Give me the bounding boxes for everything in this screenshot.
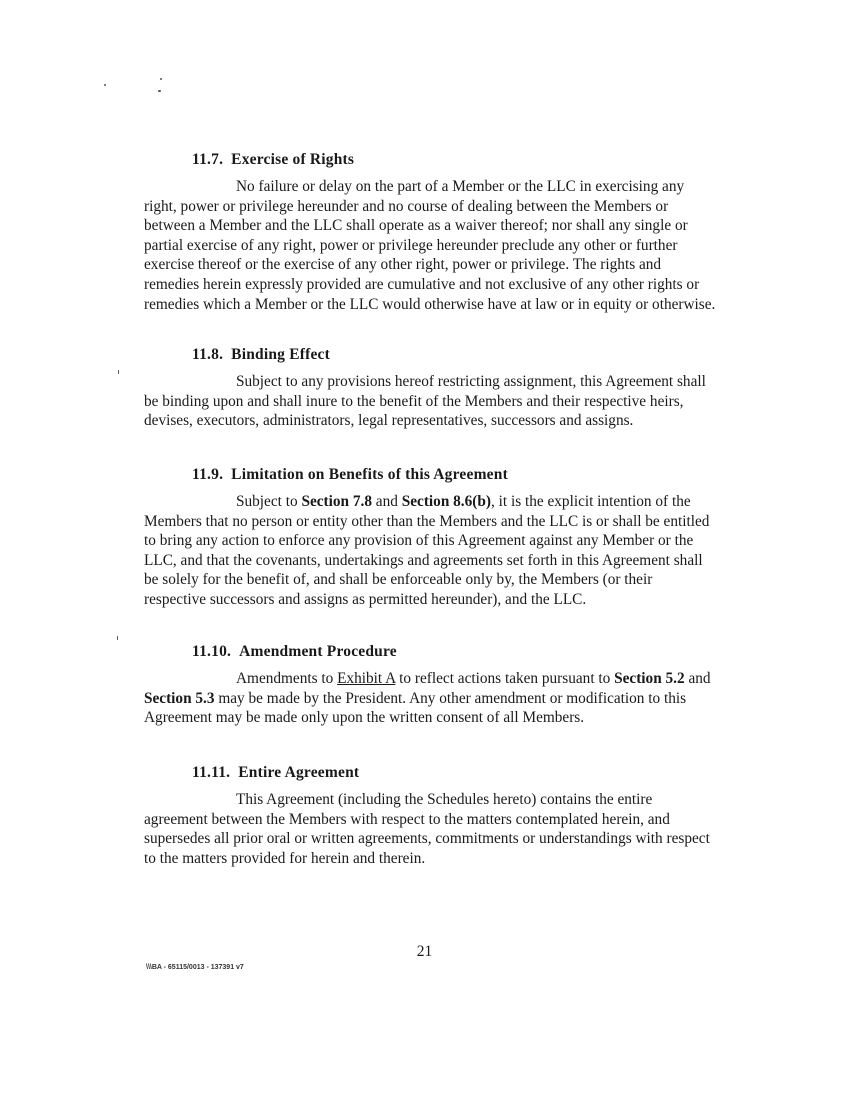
body-text: to reflect actions taken pursuant to xyxy=(395,670,615,687)
section-reference: Section 5.3 xyxy=(144,689,215,707)
section-11-10 xyxy=(144,643,716,728)
body-text: and xyxy=(371,493,402,510)
page-number: 21 xyxy=(416,943,433,960)
section-number: 11.7. xyxy=(192,151,224,168)
section-number: 11.8. xyxy=(192,346,224,363)
section-body: This Agreement (including the Schedules hereto) contains the entire agreement between the Members with respect to the matters contemplated herein, and supersedes all prior oral or written agreements, commitments or understandings with respect to the matters provided for herein and therein. xyxy=(144,791,710,867)
section-heading xyxy=(192,643,716,661)
section-body: Subject to any provisions hereof restricting assignment, this Agreement shall be binding upon and shall inure to the benefit of the Members and their respective heirs, devises, executors, administrators, legal representatives, successors and assigns. xyxy=(144,373,706,430)
exhibit-reference: Exhibit A xyxy=(337,670,396,687)
section-reference: Section 7.8 xyxy=(301,493,372,510)
scan-speck xyxy=(160,78,162,80)
section-heading xyxy=(192,466,716,484)
section-title: Binding Effect xyxy=(231,346,330,363)
section-number: 11.9. xyxy=(192,466,224,483)
body-text: Amendments to xyxy=(236,670,338,687)
section-body xyxy=(144,492,716,610)
body-text: may be made by the President. Any other amendment or modification to this Agreement may be made only upon the written consent of all Members. xyxy=(144,689,687,727)
scan-speck xyxy=(158,90,161,92)
section-11-7 xyxy=(144,151,716,314)
section-heading xyxy=(192,764,716,782)
section-11-8 xyxy=(144,346,716,431)
scan-speck xyxy=(117,636,118,640)
document-id-footer: \\\BA - 65115/0013 - 137391 v7 xyxy=(146,964,244,971)
section-heading xyxy=(192,151,716,169)
section-heading xyxy=(192,346,716,364)
section-title: Limitation on Benefits of this Agreement xyxy=(231,466,508,483)
body-text: and xyxy=(684,670,711,687)
section-title: Entire Agreement xyxy=(238,764,360,781)
section-number: 11.11. xyxy=(192,764,231,781)
section-11-11 xyxy=(144,764,716,868)
section-title: Amendment Procedure xyxy=(239,643,397,660)
section-reference: Section 5.2 xyxy=(614,670,685,687)
body-text: , it is the explicit intention of the Members that no person or entity other than the Members and the LLC is or shall be entitled to bring any action to enforce any provision of this Agreement against any Member or the LLC, and that the covenants, undertakings and agreements set forth in this Agreement shall be solely for the benefit of, and shall be enforceable only by, the Members (or their respective successors and assigns as permitted hereunder), and the LLC. xyxy=(144,493,710,608)
section-title: Exercise of Rights xyxy=(231,151,355,168)
section-number: 11.10. xyxy=(192,643,232,660)
scan-speck xyxy=(118,370,119,374)
section-reference: Section 8.6(b) xyxy=(401,493,491,510)
section-body xyxy=(144,669,716,728)
scan-speck xyxy=(104,84,106,86)
section-11-9 xyxy=(144,466,716,610)
section-body: No failure or delay on the part of a Member or the LLC in exercising any right, power or privilege hereunder and no course of dealing between the Members or between a Member and the LLC shall operate as a waiver thereof; nor shall any single or partial exercise of any right, power or privilege hereunder preclude any other or further exercise thereof or the exercise of any other right, power or privilege. The rights and remedies herein expressly provided are cumulative and not exclusive of any other rights or remedies which a Member or the LLC would otherwise have at law or in equity or otherwise. xyxy=(144,178,716,313)
body-text: Subject to xyxy=(236,493,302,510)
